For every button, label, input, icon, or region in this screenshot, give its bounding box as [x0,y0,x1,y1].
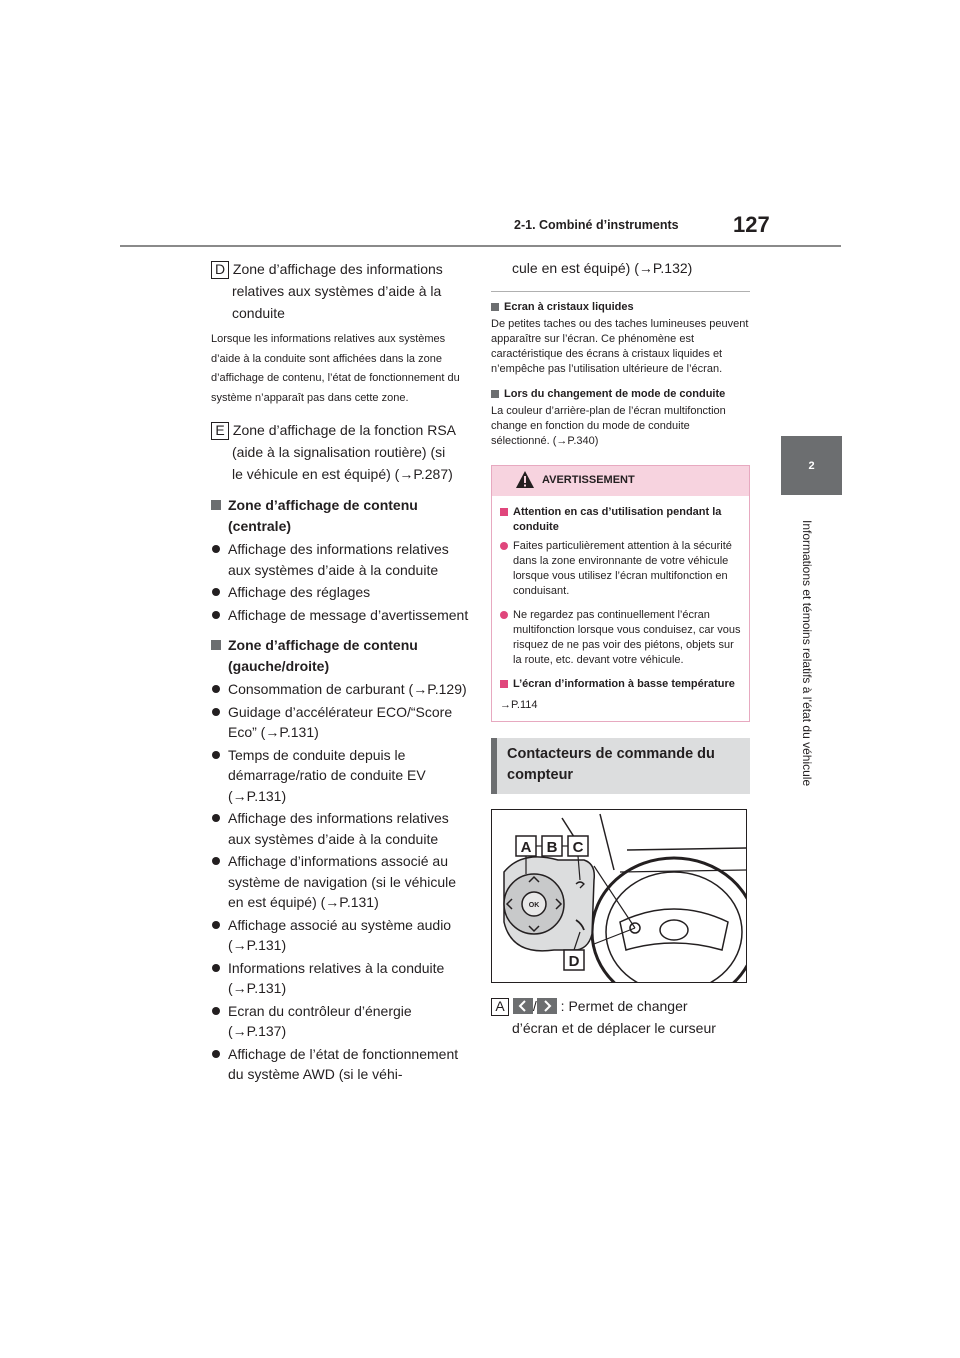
figure-label-c: C [572,839,584,856]
list-item: Affichage des informations relatives aux systèmes d’aide à la conduite [211,539,473,580]
list-item: Affichage d’informations associé au système de navigation (si le véhicule en est équipé) (→P.131) [211,851,473,913]
header-divider [120,245,841,247]
item-d-line-3: conduite [232,305,285,321]
warning-title: AVERTISSEMENT [542,474,635,486]
continued-text: cule en est équipé) (→P.132) [512,260,693,276]
warning-body [492,496,749,721]
list-item: Informations relatives à la conduite (→P.131) [211,958,473,999]
label-box-e: E [211,422,229,440]
warning-heading-2: L’écran d’information à basse température [500,677,741,692]
chevron-right-icon [537,998,557,1014]
steering-switch-figure [491,809,747,983]
item-e [211,419,473,485]
figure-label-b: B [546,839,558,856]
divider [491,291,750,292]
section-central-title: Zone d’affichage de contenu (centrale) [211,495,473,537]
section-side-title: Zone d’affichage de contenu (gauche/droite) [211,635,473,677]
list-item: Affichage associé au système audio (→P.131) [211,915,473,956]
section-title: 2-1. Combiné d’instruments [514,218,679,232]
item-d-line-1: Zone d’affichage des informations [232,261,443,277]
mode-title: Lors du changement de mode de conduite [491,387,750,402]
item-a-line-2: d’écran et de déplacer le curseur [512,1020,716,1036]
lcd-title: Ecran à cristaux liquides [491,300,750,315]
warning-heading-1: Attention en cas d’utilisation pendant la conduite [500,505,741,535]
right-column [491,258,750,1039]
ok-button-label: OK [528,902,540,909]
left-column [211,258,473,1085]
page-number: 127 [733,212,770,237]
contact-section-title: Contacteurs de commande du compteur [491,738,750,794]
chapter-number: 2 [808,460,815,472]
list-item: Affichage de message d’avertissement [211,605,473,626]
label-box-a: A [491,998,509,1016]
warning-header [492,466,749,496]
item-d-line-2: relatives aux systèmes d’aide à la [232,283,442,299]
item-a [491,995,750,1039]
figure-label-a: A [520,839,532,856]
item-e-line-2: (aide à la signalisation routière) (si [232,444,446,460]
warning-triangle-icon [515,470,535,490]
figure-label-d: D [568,953,580,970]
item-e-line-1: Zone d’affichage de la fonction RSA [232,422,457,438]
list-item: Affichage des informations relatives aux systèmes d’aide à la conduite [211,808,473,849]
list-item: Affichage de l’état de fonctionnement du système AWD (si le véhi- [211,1044,473,1085]
item-e-line-3: le véhicule en est équipé) (→P.287) [232,466,453,482]
mode-text: La couleur d’arrière-plan de l’écran multifonction change en fonction du mode de conduite sélectionné. (→P.340) [491,405,726,447]
steering-wheel-illustration [492,810,746,982]
chapter-title: Informations et témoins relatifs à l’état du véhicule [800,520,814,787]
list-item: Affichage des réglages [211,582,473,603]
list-item: Consommation de carburant (→P.129) [211,679,473,700]
warning-bullet-1: Faites particulièrement attention à la sécurité dans la zone environnante de votre véhicule lorsque vous utilisez l’écran multifonction en conduisant. [500,539,741,599]
warning-bullet-2: Ne regardez pas continuellement l’écran multifonction lorsque vous conduisez, car vous risquez de ne pas voir des piétons, objets sur la route, etc. devant votre véhicule. [500,608,741,668]
warning-ref: →P.114 [500,699,538,711]
list-item: Ecran du contrôleur d’énergie (→P.137) [211,1001,473,1042]
label-box-d: D [211,261,229,279]
list-item: Temps de conduite depuis le démarrage/ratio de conduite EV (→P.131) [211,745,473,807]
chapter-tab [781,436,842,495]
item-a-line-1: : Permet de changer [560,998,688,1014]
chevron-left-icon [513,998,533,1014]
note-d: Lorsque les informations relatives aux systèmes d’aide à la conduite sont affichées dans la zone d’affichage de contenu, l’état de fonctionnement du système n’apparaît pas dans cette zone. [211,333,460,404]
lcd-text: De petites taches ou des taches lumineuses peuvent apparaître sur l’écran. Ce phénomène est caractéristique des écrans à cristaux liquides et n’empêche pas l’utilisation ultérieure de l’écran. [491,318,749,375]
warning-box [491,465,750,722]
list-item: Guidage d’accélérateur ECO/“Score Eco” (→P.131) [211,702,473,743]
separator: / [532,998,537,1014]
item-d [211,258,473,324]
